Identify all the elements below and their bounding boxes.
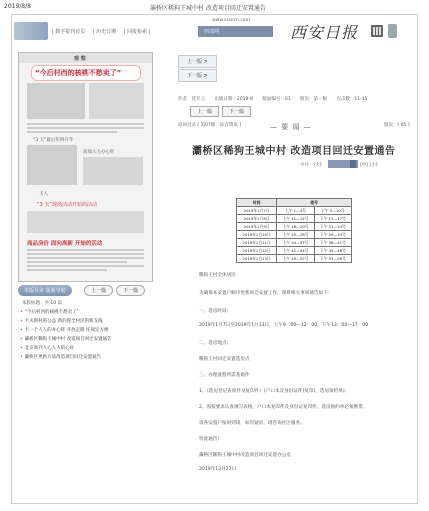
home-link[interactable]: | 数字报刊首页 [52,29,86,35]
article-paragraph: 稀狗王村回迁安置选房点 [199,357,250,362]
header-band [198,26,273,37]
schedule-cell: 2019年1月13日 [237,255,277,263]
thumbnail-caption: 高端人人办心旺 [83,150,115,155]
catalog-item[interactable]: • 卡夫斯村的公益 新的现全村民的新支线 [20,317,150,326]
article-paragraph: 为确保本安置户顺序更新回迁安置工作，现将相关事项通告如下： [199,291,333,296]
thumbnail-headline[interactable]: “今后村西的核桃不愁卖了” [35,69,122,77]
article-signature: 灞桥区稀狗王城中村改造项目回迁安置办公室 [199,453,291,458]
site-url[interactable]: www.xiancn.com [212,18,250,23]
table-row [237,239,352,247]
schedule-cell: 2019年1月12日 [237,247,277,255]
schedule-cell: 2019年1月8日 [237,215,277,223]
prev-version-button[interactable]: 上一版 > [178,55,217,68]
table-row [237,215,352,223]
meta-date: 出版日期：2019-8 [214,97,253,102]
article-title: 灞桥区稀狗王城中村 改造项目回迁安置通告 [192,146,396,157]
schedule-cell: 2019年1月11日 [237,239,277,247]
brand-title: 西安日报 [290,23,359,42]
thumbnail-caption: “3 天”最后年终开年 [33,138,74,143]
qr-code-icon [371,25,383,37]
meta-author: 作者：贺开云 [178,97,205,102]
schedule-cell: 上午 34—37号 [277,239,314,247]
print-date: 2019/8/8 [4,3,31,10]
thumbnail-text-line [27,253,144,255]
font-size-selector-end[interactable] [350,160,356,168]
header-band-label: 西部网 [204,29,220,35]
article-greeting: 稀狗王村全体居民： [199,273,241,278]
catalog-item[interactable]: • “今后村西的核桃不愁卖了” [20,308,150,317]
schedule-cell: 下午 21—24号 [314,223,351,231]
catalog-list [20,308,150,362]
article-paragraph: 特此通告！ [199,437,222,442]
thumbnail-text-line [27,269,107,271]
next-version-button[interactable]: 下一版 > [178,69,217,82]
schedule-cell: 上午 25—28号 [277,231,314,239]
schedule-table [236,198,352,263]
article-section-heading: 一、选房时间： [199,309,232,314]
page-number: 版次：[ 05 ] [384,123,410,128]
thumbnail-text-line [27,257,144,259]
thumbnail-photo [83,157,143,185]
catalog-header [18,285,151,297]
catalog-item[interactable]: • 北京周刊人心人人的心旺 [20,344,150,353]
article-section-heading: 三、办理流程所需基础件 [199,373,250,378]
next-article-button[interactable]: 下一篇 [222,106,251,117]
schedule-cell: 下午 29—33号 [314,231,351,239]
catalog-item[interactable]: • 卡一个人人的办心旺 开放走路 连规定方便 [20,326,150,335]
meta-edition: 版次：第一版 [300,97,327,102]
page-section-head: — 要 闻 — [270,123,312,131]
article-meta [178,96,376,102]
thumbnail-caption: 卡人 [39,192,48,197]
article-paragraph: 2019年1月7日至2019年1月13日，上午9：00—12：00，下午13：00—17：00 [199,323,369,328]
article-paragraph: 1、《选房登记表原件及复印件》(户口本及身份证件(复印)、选房预约单)； [199,389,350,394]
thumbnail-photo [27,211,144,233]
thumbnail-text-line [27,127,144,129]
table-row [237,223,352,231]
schedule-cell: 2019年1月7日 [237,207,277,215]
table-row [237,231,352,239]
table-row [237,207,352,215]
thumbnail-text-line [27,131,117,133]
search-link[interactable]: | 回报检索 | [123,29,151,35]
thumbnail-masthead [19,53,152,63]
newspaper-page-thumbnail[interactable] [18,52,153,282]
thumbnail-photo [89,83,144,119]
site-logo[interactable] [14,22,48,40]
schedule-cell: 2019年1月9日 [237,223,277,231]
schedule-cell: 下午 45—48号 [314,247,351,255]
schedule-cell: 下午 38—41号 [314,239,351,247]
thumbnail-photo [27,83,85,119]
schedule-cell: 上午 1—4号 [277,207,314,215]
font-size-label: 字号：[大] [300,163,322,168]
thumbnail-photo [27,145,77,185]
schedule-cell: 上午 49—52号 [277,255,314,263]
catalog-title[interactable]: 本版目录 版面导航 [18,285,72,296]
font-size-options[interactable]: [中] [小] [360,163,378,168]
print-title: 灞桥区稀狗王城中村 改造项目回迁安置通告 [150,5,266,12]
meta-clicks: 点击数：11-15 [336,97,368,102]
table-row [237,255,352,263]
catalog-count: 本版标题：共 10 篇 [22,301,63,306]
thumbnail-text-line [27,249,144,251]
version-line[interactable]: 返回目录 [ 第07版：综合资讯 ] [178,123,242,128]
article-paragraph: 2、须按要求认真填写表格，户口本复印件及身份证复印件，选房预约单必须携带。 [199,405,368,410]
header-links [52,28,156,35]
schedule-header: 时间 [237,199,277,207]
thumbnail-masthead-label: 观 察 [74,56,86,62]
schedule-cell: 上午 18—20号 [277,223,314,231]
schedule-header: 楼号 [277,199,352,207]
article-section-heading: 二、选房地点： [199,341,232,346]
thumbnail-text-line [27,123,144,125]
thumbnail-text-line [27,261,127,263]
thumbnail-bottom-headline: 商品房价 面向高新 开始的活动 [27,241,103,247]
catalog-item[interactable]: • 灞桥区稀狗王城中村 改造项目回迁安置通告 [20,335,150,344]
meta-page: 版面编号：01 [262,97,291,102]
schedule-cell: 下午 53—56号 [314,255,351,263]
prev-article-button[interactable]: 上一篇 [190,106,219,117]
article-paragraph: 请各安置户按时到场，如有疑问，请咨询社区服务。 [199,421,305,426]
schedule-cell: 上午 42—44号 [277,247,314,255]
thumbnail-red-headline: “3 天”现场活动开始的活动 [37,202,97,208]
thumbnail-text-line [27,265,144,267]
article-date: 2019年12月27日 [199,467,237,472]
phone-icon [388,24,397,38]
catalog-next-button[interactable]: 下一篇 [116,285,145,296]
schedule-cell: 下午 5—10号 [314,207,351,215]
schedule-cell: 下午 13—17号 [314,215,351,223]
schedule-cell: 2019年1月10日 [237,231,277,239]
table-row [237,247,352,255]
catalog-item[interactable]: • 灞桥区更新方法改造项目回迁安置通告 [20,353,150,362]
catalog-prev-button[interactable]: 上一篇 [84,285,113,296]
history-link[interactable]: | 历史日期 [92,29,117,35]
schedule-cell: 上午 11—12号 [277,215,314,223]
